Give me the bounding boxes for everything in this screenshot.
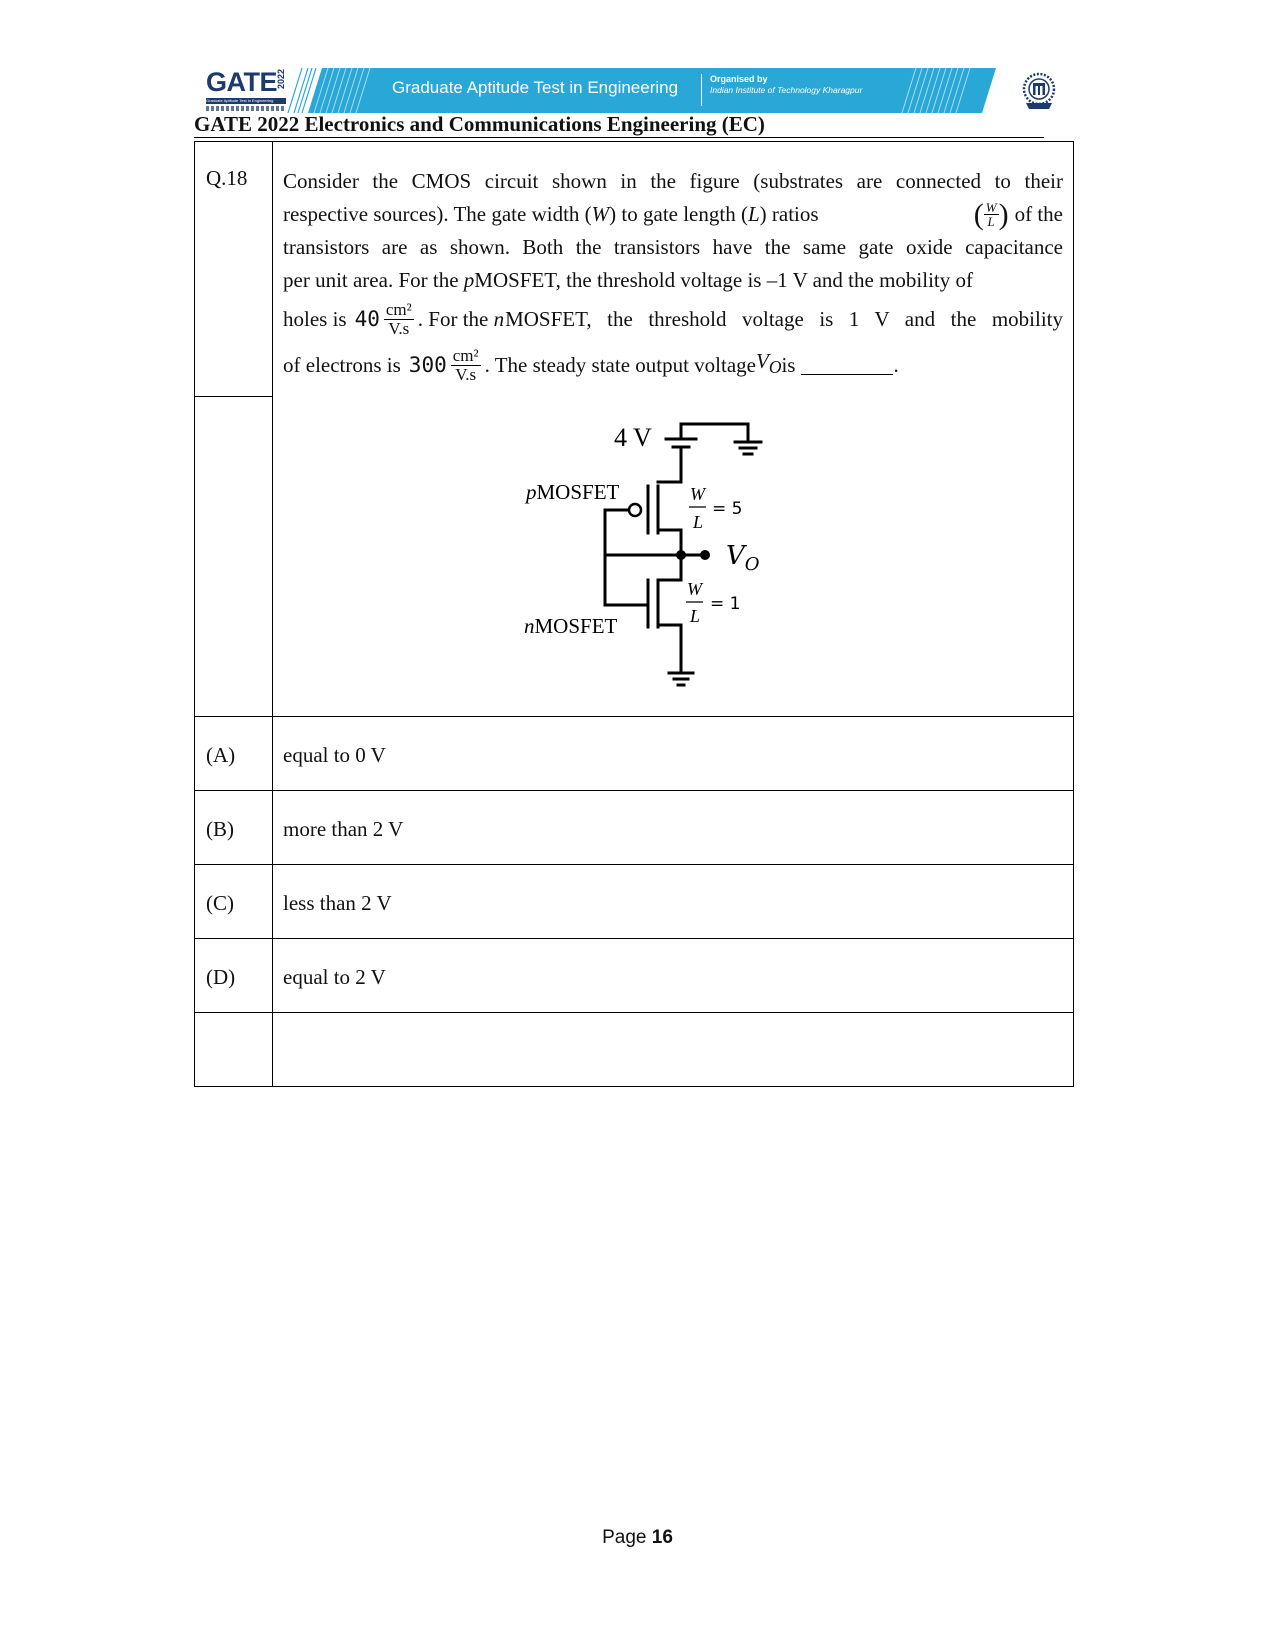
option-label: (A): [206, 743, 236, 767]
pmos-ratio-value: = 5: [712, 499, 743, 519]
option-row-d: [195, 939, 1074, 1013]
output-terminal-dot: [700, 550, 710, 560]
ratio-fraction: $\frac{W}{L}$: [985, 200, 997, 229]
n-prefix: n: [493, 306, 505, 331]
question-text-part: MOSFET, the threshold voltage is –1 V and the mobility of: [474, 268, 974, 292]
question-text-part: respective sources). The gate width (: [283, 202, 592, 226]
option-label: (C): [206, 891, 234, 915]
cmos-circuit-diagram: [524, 423, 800, 715]
question-line-6: of electrons is 300 $\frac{\text{cm²}}{V.s}$ . The steady state output voltage $V_O$ is .: [283, 345, 899, 384]
nmos-ratio-den: L: [690, 606, 701, 626]
empty-cell: [195, 1013, 273, 1087]
gate-logo-subtitle: Graduate Aptitude Test in Engineering: [206, 98, 286, 104]
document-title: GATE 2022 Electronics and Communications Engineering (EC): [194, 112, 765, 136]
question-number: Q.18: [206, 166, 248, 190]
option-text-cell: [273, 717, 1074, 791]
symbol-W: W: [591, 202, 610, 226]
gate-logo-text: GATE: [206, 67, 277, 97]
figure-number-cell: [195, 397, 273, 717]
nmos-label: nMOSFET: [524, 614, 618, 638]
nmos-source-wire: [658, 625, 681, 673]
question-line-3: transistors are as shown. Both the transistors have the same gate oxide capacitance: [283, 235, 1063, 259]
option-label-cell: [195, 865, 273, 939]
option-row-a: [195, 717, 1074, 791]
question-text-part: MOSFET, the threshold voltage is 1 V and the mobility: [505, 306, 1063, 331]
question-text-part: is: [781, 352, 796, 377]
option-label: (D): [206, 965, 236, 989]
pmos-drain-wire: [658, 530, 681, 555]
nmos-ratio-num: W: [687, 579, 702, 599]
option-text: less than 2 V: [283, 891, 392, 915]
question-text-part: . The steady state output voltage: [484, 352, 756, 377]
paren-close: ): [998, 197, 1009, 231]
option-row-c: [195, 865, 1074, 939]
question-line-4: [283, 264, 1063, 297]
pmos-gate-bubble: [629, 504, 641, 516]
electron-mobility-value: 300: [408, 352, 447, 377]
option-label-cell: [195, 791, 273, 865]
page-number-value: 16: [651, 1527, 673, 1548]
header-banner: [302, 68, 996, 113]
title-rule: [194, 137, 1044, 138]
gate-logo-year: 2022: [276, 69, 286, 90]
symbol-Vo: $V_O$: [756, 349, 782, 378]
question-row: [195, 142, 1074, 397]
nmos-drain-wire: [658, 555, 681, 580]
option-text-cell: [273, 791, 1074, 865]
output-voltage-label: $V_O$: [726, 541, 760, 575]
organiser-name: Indian Institute of Technology Kharagpur: [710, 85, 863, 95]
question-text-part: ) ratios: [759, 202, 819, 226]
paren-open: (: [973, 197, 984, 231]
page-number: [0, 1527, 1275, 1549]
question-line-1: Consider the CMOS circuit shown in the figure (substrates are connected to their: [283, 169, 1063, 193]
question-number-cell: [195, 142, 273, 397]
question-text-part: ) to gate length (: [609, 202, 748, 226]
hole-mobility-value: 40: [354, 306, 380, 331]
organised-by-label: Organised by: [710, 74, 768, 84]
nmos-ratio-value: = 1: [710, 594, 741, 614]
option-text: equal to 2 V: [283, 965, 386, 989]
supply-voltage-label: 4 V: [614, 423, 652, 452]
question-text-part: holes is: [283, 306, 347, 331]
question-line-5: [283, 297, 1063, 341]
p-prefix: p: [463, 268, 475, 292]
gate-logo-hindi-text: [206, 106, 286, 111]
pmos-label: pMOSFET: [526, 480, 620, 504]
banner-title: Graduate Aptitude Test in Engineering: [392, 78, 679, 97]
unit-fraction: $\frac{\text{cm²}}{V.s}$: [385, 299, 412, 338]
gate-input-wire: [605, 510, 648, 605]
option-text-cell: [273, 939, 1074, 1013]
question-text-part: of electrons is: [283, 352, 401, 377]
gate-logo: [206, 68, 286, 112]
question-line-2: [283, 198, 1063, 231]
page-prefix: Page: [602, 1527, 647, 1548]
pmos-ratio-num: W: [690, 484, 705, 504]
option-row-b: [195, 791, 1074, 865]
unit-fraction: $\frac{\text{cm²}}{V.s}$: [452, 345, 479, 384]
answer-blank: [801, 356, 893, 375]
option-label: (B): [206, 817, 234, 841]
question-text: [283, 165, 1063, 389]
option-text: equal to 0 V: [283, 743, 386, 767]
empty-row: [195, 1013, 1074, 1087]
output-junction-dot: [676, 550, 686, 560]
pmos-ratio-den: L: [693, 512, 704, 532]
option-label-cell: [195, 717, 273, 791]
option-label-cell: [195, 939, 273, 1013]
option-text: more than 2 V: [283, 817, 404, 841]
banner-organiser: [710, 74, 862, 96]
empty-cell: [273, 1013, 1074, 1087]
banner-divider: [701, 74, 702, 106]
question-text-part: per unit area. For the: [283, 268, 464, 292]
pmos-source-wire: [658, 447, 681, 482]
iit-kharagpur-emblem-icon: [1018, 70, 1060, 112]
symbol-L: L: [747, 202, 760, 226]
question-text-part: . For the: [417, 306, 494, 331]
option-text-cell: [273, 865, 1074, 939]
question-text-part: of the: [1014, 202, 1063, 226]
